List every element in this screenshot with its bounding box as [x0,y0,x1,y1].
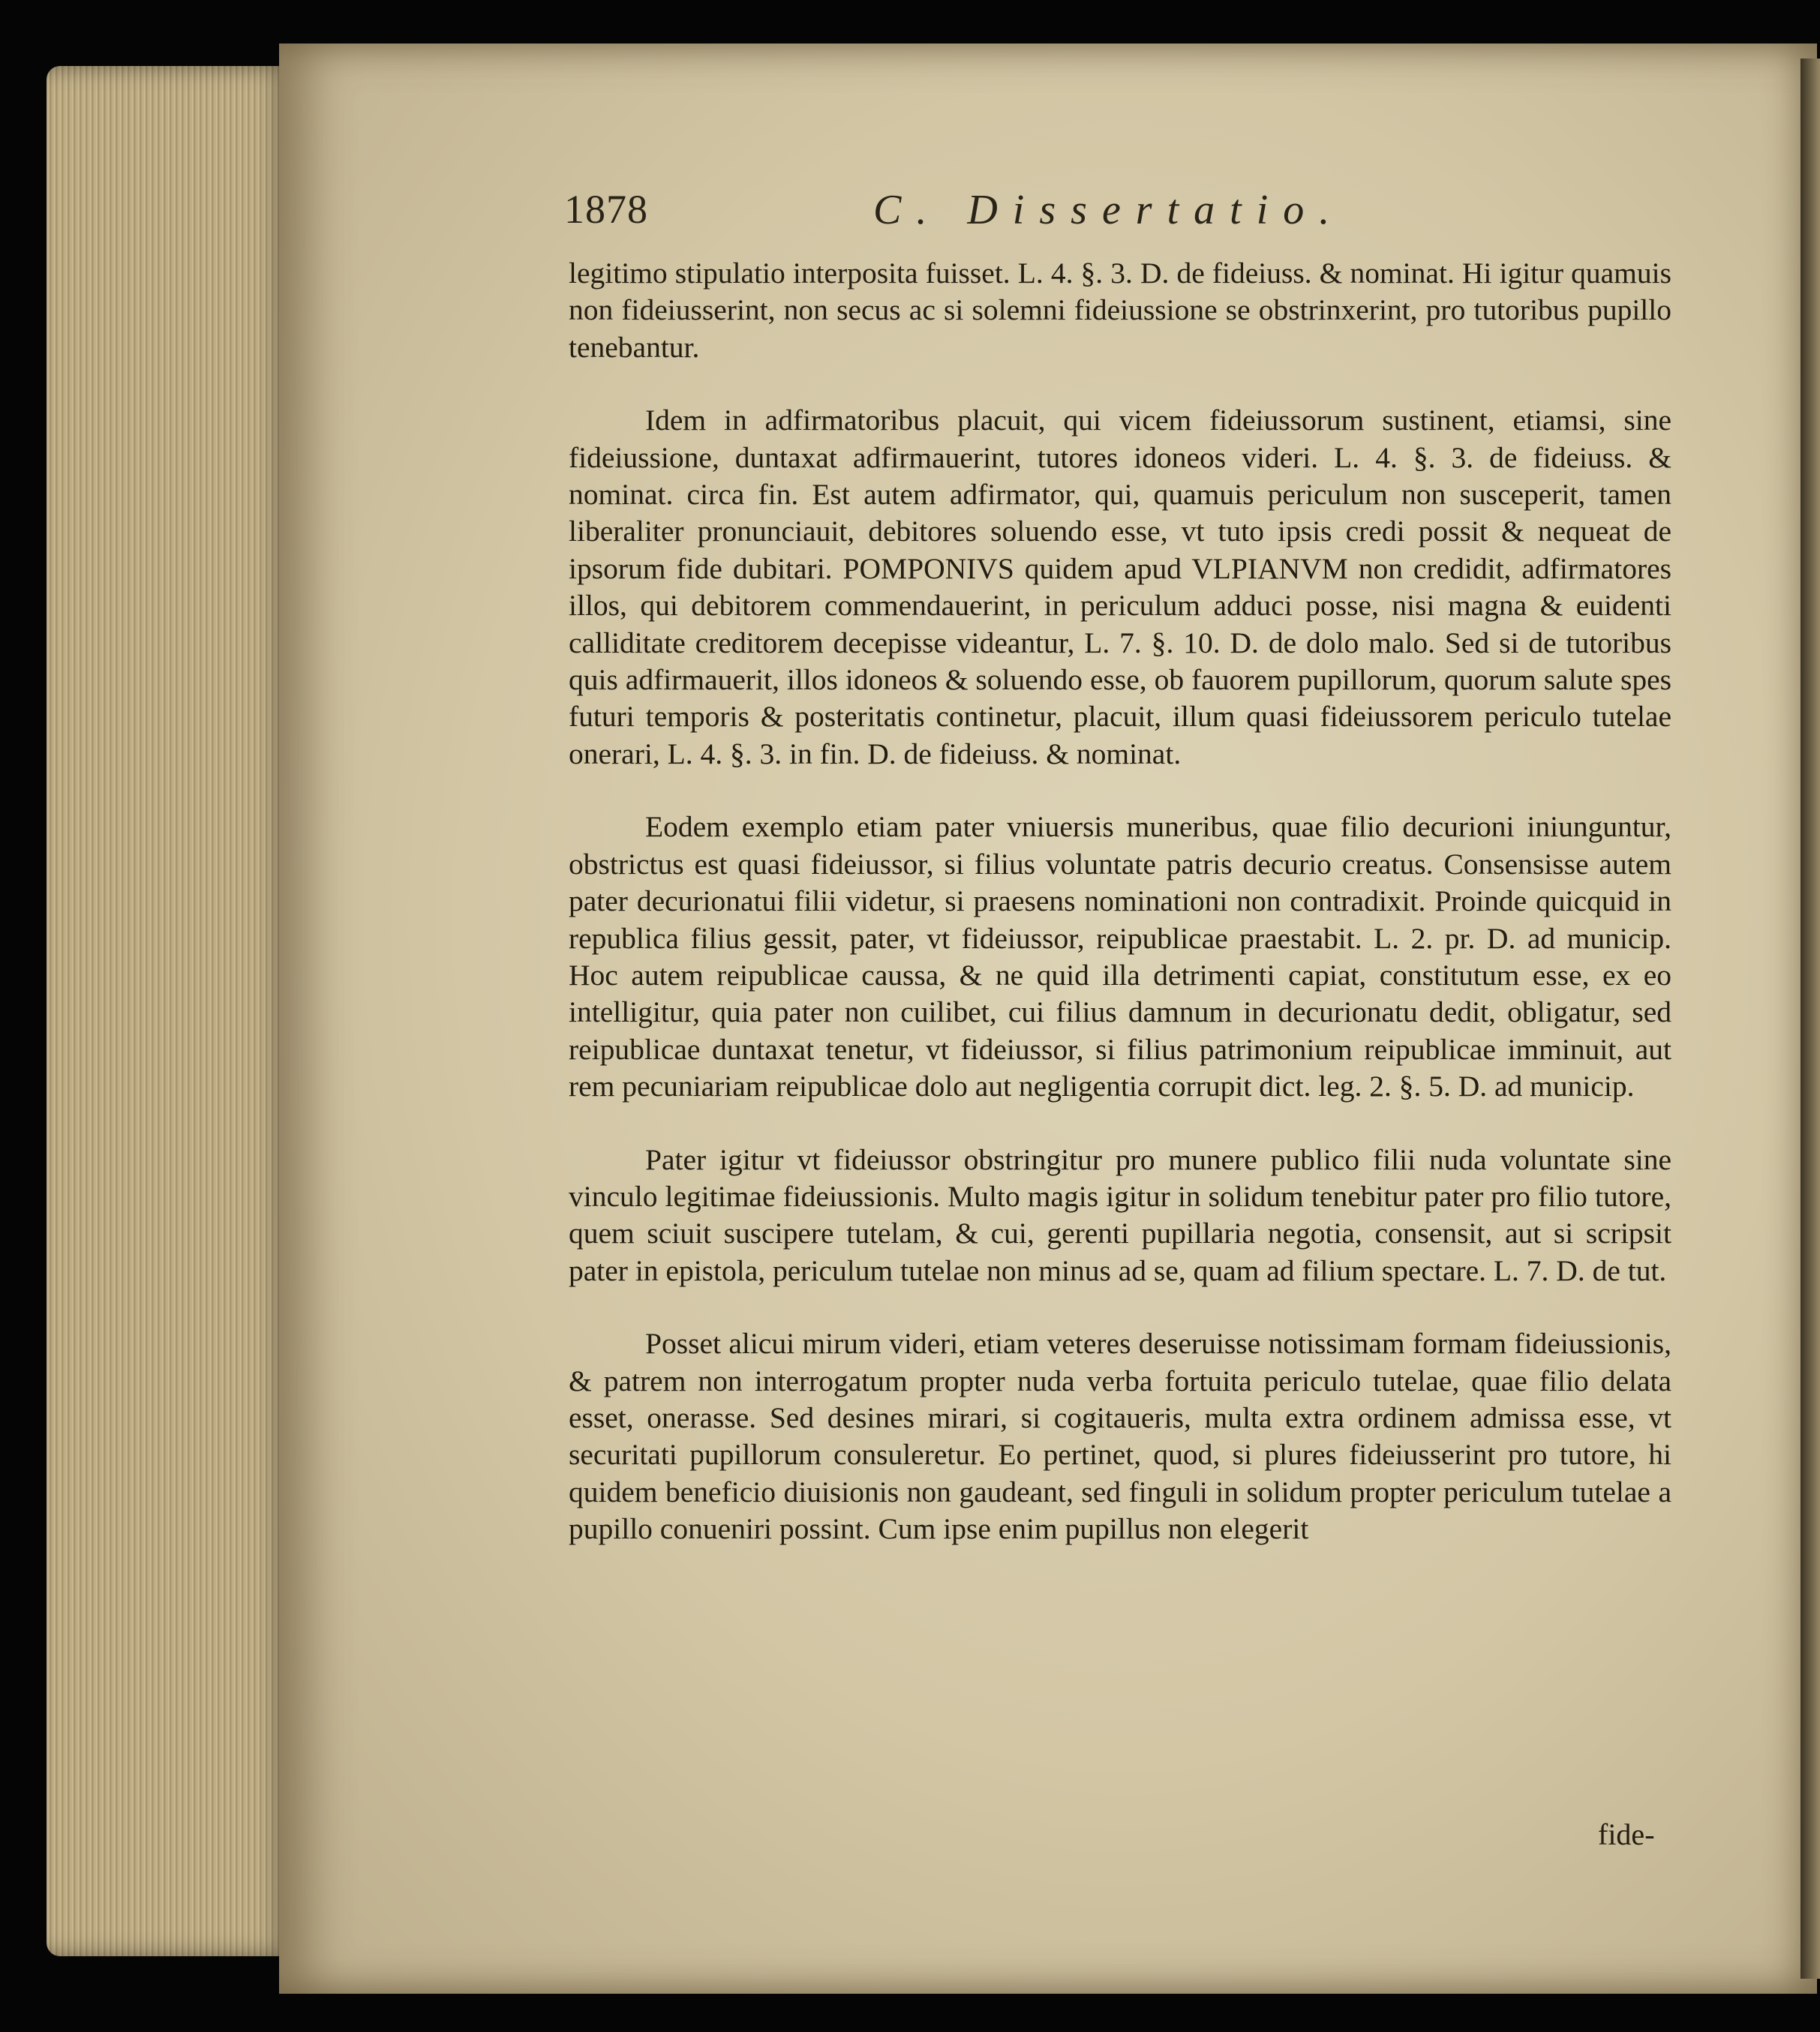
paragraph-3: Eodem exemplo etiam pater vniuersis muneribus, quae filio decurioni iniunguntur, obstrictus est quasi fideiussor, si filius voluntate patris decurio creatus. Consensisse autem pater decurionatui filii videtur, si praesens nominationi non contradixit. Proinde quicquid in republica filius gessit, pater, vt fideiussor, reipublicae praestabit. L. 2. pr. D. ad municip. Hoc autem reipublicae caussa, & ne quid illa detrimenti capiat, constitutum esse, ex eo intelligitur, quia pater non cuilibet, cui filius damnum in decurionatu dedit, obligatur, sed reipublicae duntaxat tenetur, vt fideiussor, si filius patrimonium reipublicae imminuit, aut rem pecuniariam reipublicae dolo aut negligentia corrupit dict. leg. 2. §. 5. D. ad municip. [569,810,1671,1103]
running-title: C. Dissertatio. [873,187,1345,233]
page-number: 1878 [564,187,648,232]
catchword: fide- [1598,1817,1655,1851]
paragraph-1: legitimo stipulatio interposita fuisset. L. 4. §. 3. D. de fideiuss. & nominat. Hi igitur quamuis non fideiusserint, non secus ac si solemni fideiussione se obstrinxerint, pro tutoribus pupillo tenebantur. [569,257,1671,364]
page-edges [47,66,294,1956]
right-page-edge [1800,59,1820,1979]
paragraph-5: Posset alicui mirum videri, etiam veteres deseruisse notissimam formam fideiussionis, & patrem non interrogatum propter nuda verba fortuita periculo tutelae, quae filio delata esset, onerasse. Sed desines mirari, si cogitaueris, multa extra ordinem admissa esse, vt securitati pupillorum consuleretur. Eo pertinet, quod, si plures fideiusserint pro tutore, hi quidem beneficio diuisionis non gaudeant, sed finguli in solidum propter periculum tutelae a pupillo conueniri possint. Cum ipse enim pupillus non elegerit [569,1327,1671,1546]
page-header [564,186,1674,254]
paragraph-2: Idem in adfirmatoribus placuit, qui vicem fideiussorum sustinent, etiamsi, sine fideiussione, duntaxat adfirmauerint, tutores idoneos videri. L. 4. §. 3. de fideiuss. & nominat. circa fin. Est autem adfirmator, qui, quamuis periculum non susceperit, tamen liberaliter pronunciauit, debitores soluendo esse, vt tuto ipsis credi possit & nequeat de ipsorum fide dubitari. POMPONIVS quidem apud VLPIANVM non credidit, adfirmatores illos, qui debitorem commendauerint, in periculum adduci posse, nisi magna & euidenti calliditate creditorem decepisse videantur, L. 7. §. 10. D. de dolo malo. Sed si de tutoribus quis adfirmauerit, illos idoneos & soluendo esse, ob fauorem pupillorum, quorum salute spes futuri temporis & posteritatis continetur, placuit, illum quasi fideiussorem periculo tutelae onerari, L. 4. §. 3. in fin. D. de fideiuss. & nominat. [569,404,1671,770]
paragraph-4: Pater igitur vt fideiussor obstringitur pro munere publico filii nuda voluntate sine vinculo legitimae fideiussionis. Multo magis igitur in solidum tenebitur pater pro filio tutore, quem sciuit suscipere tutelam, & cui, gerenti pupillaria negotia, consensit, aut si scripsit pater in epistola, periculum tutelae non minus ad se, quam ad filium spectare. L. 7. D. de tut. [569,1142,1671,1287]
body-text [569,255,1671,1548]
